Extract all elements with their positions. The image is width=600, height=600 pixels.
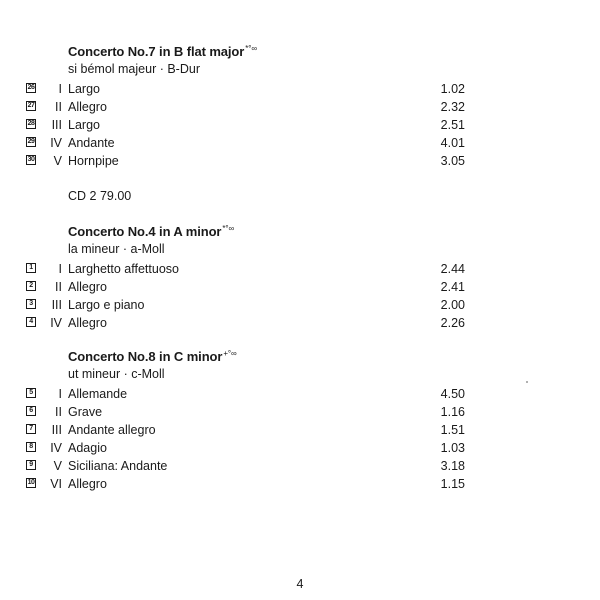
track-duration: 4.01: [440, 136, 465, 150]
track-number: 2: [26, 281, 36, 291]
key-subtitle: ut mineur · c-Moll: [68, 367, 165, 381]
movement-numeral: III: [51, 423, 62, 437]
track-number: 8: [26, 442, 36, 452]
track-number: 7: [26, 424, 36, 434]
track-duration: 2.44: [440, 262, 465, 276]
track-row: [0, 385, 600, 403]
movement-name: Grave: [68, 405, 103, 419]
movement-name: Allemande: [68, 387, 128, 401]
movement-numeral: I: [58, 387, 62, 401]
movement-numeral: II: [55, 405, 62, 419]
track-list: [0, 260, 600, 332]
track-row: [0, 98, 600, 116]
track-duration: 4.50: [440, 387, 465, 401]
movement-name: Hornpipe: [68, 154, 119, 168]
movement-numeral: IV: [50, 441, 62, 455]
movement-name: Allegro: [68, 477, 107, 491]
track-list: [0, 385, 600, 493]
concerto-title: Concerto No.7 in B flat major*°∞: [68, 44, 257, 59]
movement-numeral: V: [53, 459, 62, 473]
movement-name: Larghetto affettuoso: [68, 262, 179, 276]
track-number: 1: [26, 263, 36, 273]
track-duration: 1.15: [440, 477, 465, 491]
movement-numeral: V: [53, 154, 62, 168]
movement-numeral: IV: [50, 136, 62, 150]
key-subtitle: si bémol majeur · B-Dur: [68, 62, 200, 76]
track-duration: 3.05: [440, 154, 465, 168]
key-subtitle: la mineur · a-Moll: [68, 242, 165, 256]
track-duration: 2.41: [440, 280, 465, 294]
track-row: [0, 457, 600, 475]
track-duration: 2.26: [440, 316, 465, 330]
concerto-title: Concerto No.8 in C minor+°∞: [68, 349, 237, 364]
track-duration: 1.02: [440, 82, 465, 96]
track-number: 27: [27, 102, 35, 109]
page-number: 4: [296, 577, 304, 591]
movement-numeral: I: [58, 82, 62, 96]
movement-numeral: III: [51, 118, 62, 132]
movement-name: Andante: [68, 136, 115, 150]
track-number: 5: [26, 388, 36, 398]
track-duration: 2.32: [440, 100, 465, 114]
movement-name: Largo: [68, 82, 100, 96]
movement-numeral: VI: [50, 477, 62, 491]
track-number: 10: [27, 479, 35, 486]
track-list: [0, 80, 600, 170]
track-row: [0, 296, 600, 314]
movement-name: Adagio: [68, 441, 107, 455]
track-number: 6: [26, 406, 36, 416]
performer-marks: *°∞: [245, 44, 257, 53]
track-row: [0, 134, 600, 152]
track-row: [0, 116, 600, 134]
movement-numeral: I: [58, 262, 62, 276]
track-row: [0, 278, 600, 296]
movement-numeral: II: [55, 280, 62, 294]
movement-name: Allegro: [68, 100, 107, 114]
track-row: [0, 475, 600, 493]
movement-name: Allegro: [68, 280, 107, 294]
movement-name: Siciliana: Andante: [68, 459, 168, 473]
track-row: [0, 421, 600, 439]
cd-label: CD 2 79.00: [68, 189, 132, 203]
movement-numeral: II: [55, 100, 62, 114]
track-number: 26: [27, 84, 35, 91]
track-number: 30: [27, 156, 35, 163]
concerto-title: Concerto No.4 in A minor*°∞: [68, 224, 235, 239]
track-duration: 2.00: [440, 298, 465, 312]
track-row: [0, 439, 600, 457]
movement-numeral: III: [51, 298, 62, 312]
performer-marks: *°∞: [222, 224, 235, 233]
movement-numeral: IV: [50, 316, 62, 330]
track-number: 3: [26, 299, 36, 309]
movement-name: Largo: [68, 118, 100, 132]
track-row: [0, 260, 600, 278]
track-row: [0, 80, 600, 98]
track-number: 9: [26, 460, 36, 470]
track-row: [0, 314, 600, 332]
track-duration: 1.16: [440, 405, 465, 419]
track-row: [0, 152, 600, 170]
movement-name: Andante allegro: [68, 423, 156, 437]
track-duration: 1.03: [440, 441, 465, 455]
track-duration: 1.51: [440, 423, 465, 437]
track-row: [0, 403, 600, 421]
track-duration: 2.51: [440, 118, 465, 132]
movement-name: Largo e piano: [68, 298, 145, 312]
track-duration: 3.18: [440, 459, 465, 473]
print-speck: [526, 381, 528, 383]
movement-name: Allegro: [68, 316, 107, 330]
track-number: 4: [26, 317, 36, 327]
track-number: 28: [27, 120, 35, 127]
performer-marks: +°∞: [223, 349, 237, 358]
track-number: 29: [27, 138, 35, 145]
